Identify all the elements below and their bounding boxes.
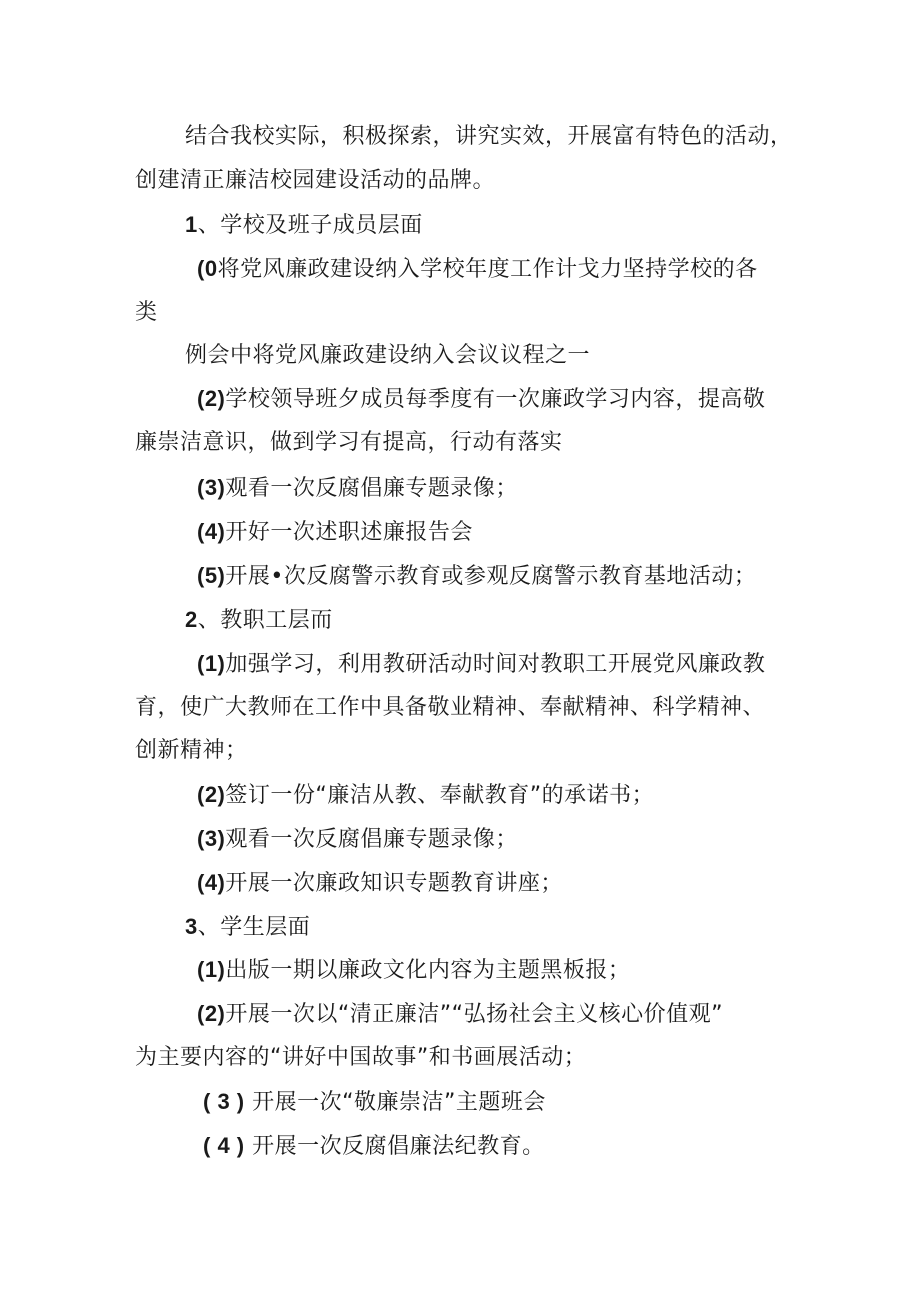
list-item: (4)开好一次述职述廉报告会 <box>197 519 473 545</box>
list-item: (3)观看一次反腐倡廉专题录像； <box>197 475 518 501</box>
list-item: ( 3 ) 开展一次“敬廉崇洁”主题班会 <box>203 1089 546 1115</box>
item-number: 2 <box>185 607 198 632</box>
item-number: (0 <box>197 256 218 281</box>
item-number: (4) <box>197 870 226 895</box>
item-number: (2) <box>197 386 226 411</box>
item-number: 1 <box>185 212 198 237</box>
text-line: 廉崇洁意识，做到学习有提高，行动有落实 <box>135 430 563 455</box>
item-number: (5) <box>197 563 226 588</box>
list-item: (4)开展一次廉政知识专题教育讲座； <box>197 870 563 896</box>
item-number: (3) <box>197 475 226 500</box>
item-number: ( 3 ) <box>203 1089 245 1114</box>
section-heading: 3、学生层面 <box>185 914 311 940</box>
list-item: ( 4 ) 开展一次反腐倡廉法纪教育。 <box>203 1133 545 1159</box>
item-number: (3) <box>197 826 226 851</box>
text-line: 例会中将党风廉政建设纳入会议议程之一 <box>185 343 591 368</box>
text-line: 育，使广大教师在工作中具备敬业精神、奉献精神、科学精神、 <box>135 695 766 720</box>
text-line: 类 <box>135 300 158 325</box>
text-line: 创新精神； <box>135 738 248 763</box>
list-item: (3)观看一次反腐倡廉专题录像； <box>197 826 518 852</box>
item-number: (2) <box>197 782 226 807</box>
item-number: (2) <box>197 1001 226 1026</box>
list-item: (5)开展•次反腐警示教育或参观反腐警示教育基地活动； <box>197 563 757 589</box>
text-line: 结合我校实际，积极探索，讲究实效，开展富有特色的活动， <box>185 124 793 149</box>
text-line: 创建清正廉洁校园建设活动的品牌。 <box>135 168 496 193</box>
list-item: (2)学校领导班夕成员每季度有一次廉政学习内容，提高敬 <box>197 386 766 412</box>
item-number: ( 4 ) <box>203 1133 245 1158</box>
list-item: (1)加强学习，利用教研活动时间对教职工开展党风廉政教 <box>197 651 766 677</box>
section-heading: 1、学校及班子成员层面 <box>185 212 423 238</box>
item-number: (1) <box>197 651 226 676</box>
list-item: (1)出版一期以廉政文化内容为主题黑板报； <box>197 957 631 983</box>
list-item: (2)开展一次以“清正廉洁”“弘扬社会主义核心价值观” <box>197 1001 723 1027</box>
list-item: (2)签订一份“廉洁从教、奉献教育”的承诺书； <box>197 782 655 808</box>
item-number: (1) <box>197 957 226 982</box>
item-number: 3 <box>185 914 198 939</box>
text-line: 为主要内容的“讲好中国故事”和书画展活动； <box>135 1045 587 1070</box>
item-number: (4) <box>197 519 226 544</box>
section-heading: 2、教职工层而 <box>185 607 333 633</box>
list-item: (0将党风廉政建设纳入学校年度工作计戈力坚持学校的各 <box>197 256 758 282</box>
